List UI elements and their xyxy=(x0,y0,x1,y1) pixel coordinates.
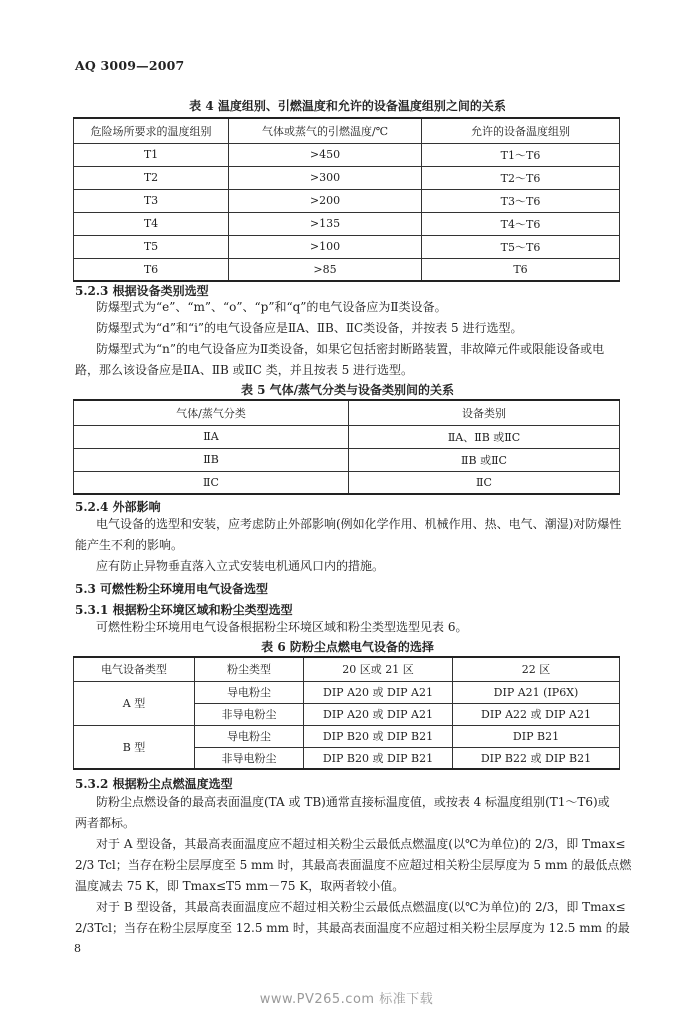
table4-cell: >200 xyxy=(229,189,422,212)
section-heading-5-2-4: 5.2.4 外部影响 xyxy=(75,500,161,514)
table4-cell: >100 xyxy=(229,235,422,258)
paragraph: 电气设备的选型和安装，应考虑防止外部影响(例如化学作用、机械作用、热、电气、潮湿)对防爆性 xyxy=(96,517,622,531)
table5 xyxy=(73,399,620,495)
paragraph: 防粉尘点燃设备的最高表面温度(TA 或 TB)通常直接标温度值，或按表 4 标温度组别(T1～T6)或 xyxy=(96,795,610,809)
paragraph: 防爆型式为“n”的电气设备应为Ⅱ类设备，如果它包括密封断路装置，非故障元件或限能设备或电 xyxy=(96,342,605,356)
table-row xyxy=(74,681,620,703)
table6-cell: 导电粉尘 xyxy=(195,725,304,747)
paragraph: 对于 B 型设备，其最高表面温度应不超过相关粉尘云最低点燃温度(以℃为单位)的 2/3，即 Tmax≤ xyxy=(96,900,626,914)
table5-cell: ⅡB xyxy=(74,448,349,471)
table4-cell: >450 xyxy=(229,143,422,166)
table5-caption: 表 5 气体/蒸气分类与设备类别间的关系 xyxy=(240,383,455,397)
table4-caption: 表 4 温度组别、引燃温度和允许的设备温度组别之间的关系 xyxy=(189,99,506,113)
page-number: 8 xyxy=(74,942,81,955)
table4-cell: T2～T6 xyxy=(422,166,620,189)
table5-cell: ⅡC xyxy=(74,471,349,494)
table5-header-cell: 气体/蒸气分类 xyxy=(74,400,349,425)
paragraph: 温度减去 75 K，即 Tmax≤T5 mm－75 K，取两者较小值。 xyxy=(75,879,405,893)
table6-equipment-type: B 型 xyxy=(74,725,195,769)
table5-header-cell: 设备类别 xyxy=(349,400,620,425)
paragraph: 能产生不利的影响。 xyxy=(75,538,184,552)
table4-cell: T3～T6 xyxy=(422,189,620,212)
paragraph: 应有防止异物垂直落入立式安装电机通风口内的措施。 xyxy=(96,559,385,573)
table5-cell: ⅡA xyxy=(74,425,349,448)
watermark: www.PV265.com 标准下载 xyxy=(259,992,434,1007)
table6-equipment-type: A 型 xyxy=(74,681,195,725)
table6-cell: DIP A20 或 DIP A21 xyxy=(304,681,453,703)
table6-cell: 导电粉尘 xyxy=(195,681,304,703)
paragraph: 2/3 Tcl；当存在粉尘层厚度至 5 mm 时，其最高表面温度不应超过相关粉尘层厚度为 5 mm 的最低点燃 xyxy=(75,858,632,872)
table5-cell: ⅡB 或ⅡC xyxy=(349,448,620,471)
paragraph: 路，那么该设备应是ⅡA、ⅡB 或ⅡC 类，并且按表 5 进行选型。 xyxy=(75,363,414,377)
table4-cell: T1 xyxy=(74,143,229,166)
table4-cell: >135 xyxy=(229,212,422,235)
table4-header-cell: 气体或蒸气的引燃温度/℃ xyxy=(229,118,422,143)
table4-cell: T4～T6 xyxy=(422,212,620,235)
table4 xyxy=(73,117,620,282)
table6-cell: DIP B22 或 DIP B21 xyxy=(453,747,620,769)
table4-header-cell: 允许的设备温度组别 xyxy=(422,118,620,143)
table6-cell: 非导电粉尘 xyxy=(195,747,304,769)
table4-cell: T5～T6 xyxy=(422,235,620,258)
paragraph: 可燃性粉尘环境用电气设备根据粉尘环境区域和粉尘类型选型见表 6。 xyxy=(96,620,468,634)
table6-header-cell: 22 区 xyxy=(453,657,620,681)
paragraph: 对于 A 型设备，其最高表面温度应不超过相关粉尘云最低点燃温度(以℃为单位)的 2/3，即 Tmax≤ xyxy=(96,837,626,851)
paragraph: 防爆型式为“d”和“i”的电气设备应是ⅡA、ⅡB、ⅡC类设备，并按表 5 进行选型。 xyxy=(96,321,523,335)
table6 xyxy=(73,656,620,770)
table6-cell: 非导电粉尘 xyxy=(195,703,304,725)
table6-header-cell: 粉尘类型 xyxy=(195,657,304,681)
table4-cell: >85 xyxy=(229,258,422,281)
table-row xyxy=(74,212,620,235)
table5-cell: ⅡC xyxy=(349,471,620,494)
table-row xyxy=(74,189,620,212)
section-heading-5-3-2: 5.3.2 根据粉尘点燃温度选型 xyxy=(75,777,233,791)
table-row xyxy=(74,448,620,471)
table4-cell: T4 xyxy=(74,212,229,235)
table6-cell: DIP A21 (IP6X) xyxy=(453,681,620,703)
table4-cell: >300 xyxy=(229,166,422,189)
table6-cell: DIP A20 或 DIP A21 xyxy=(304,703,453,725)
table6-cell: DIP B21 xyxy=(453,725,620,747)
table6-cell: DIP B20 或 DIP B21 xyxy=(304,747,453,769)
paragraph: 2/3Tcl；当存在粉尘层厚度至 12.5 mm 时，其最高表面温度不应超过相关粉尘层厚度为 12.5 mm 的最 xyxy=(75,921,630,935)
table4-cell: T3 xyxy=(74,189,229,212)
table-row xyxy=(74,166,620,189)
table-row xyxy=(74,471,620,494)
table-row xyxy=(74,425,620,448)
paragraph: 防爆型式为“e”、“m”、“o”、“p”和“q”的电气设备应为Ⅱ类设备。 xyxy=(96,300,447,314)
document-code: AQ 3009—2007 xyxy=(75,58,185,73)
table6-header-cell: 20 区或 21 区 xyxy=(304,657,453,681)
paragraph: 两者都标。 xyxy=(75,816,136,830)
table4-cell: T2 xyxy=(74,166,229,189)
section-heading-5-3: 5.3 可燃性粉尘环境用电气设备选型 xyxy=(75,582,269,596)
table-row xyxy=(74,143,620,166)
table-row xyxy=(74,258,620,281)
table-row xyxy=(74,725,620,747)
table4-header-cell: 危险场所要求的温度组别 xyxy=(74,118,229,143)
table4-cell: T6 xyxy=(422,258,620,281)
table4-cell: T5 xyxy=(74,235,229,258)
table6-caption: 表 6 防粉尘点燃电气设备的选择 xyxy=(261,640,434,654)
section-heading-5-2-3: 5.2.3 根据设备类别选型 xyxy=(75,284,209,298)
table6-cell: DIP B20 或 DIP B21 xyxy=(304,725,453,747)
table6-cell: DIP A22 或 DIP A21 xyxy=(453,703,620,725)
section-heading-5-3-1: 5.3.1 根据粉尘环境区域和粉尘类型选型 xyxy=(75,603,293,617)
table6-header-cell: 电气设备类型 xyxy=(74,657,195,681)
table-row xyxy=(74,235,620,258)
table5-cell: ⅡA、ⅡB 或ⅡC xyxy=(349,425,620,448)
table4-cell: T6 xyxy=(74,258,229,281)
table4-cell: T1～T6 xyxy=(422,143,620,166)
